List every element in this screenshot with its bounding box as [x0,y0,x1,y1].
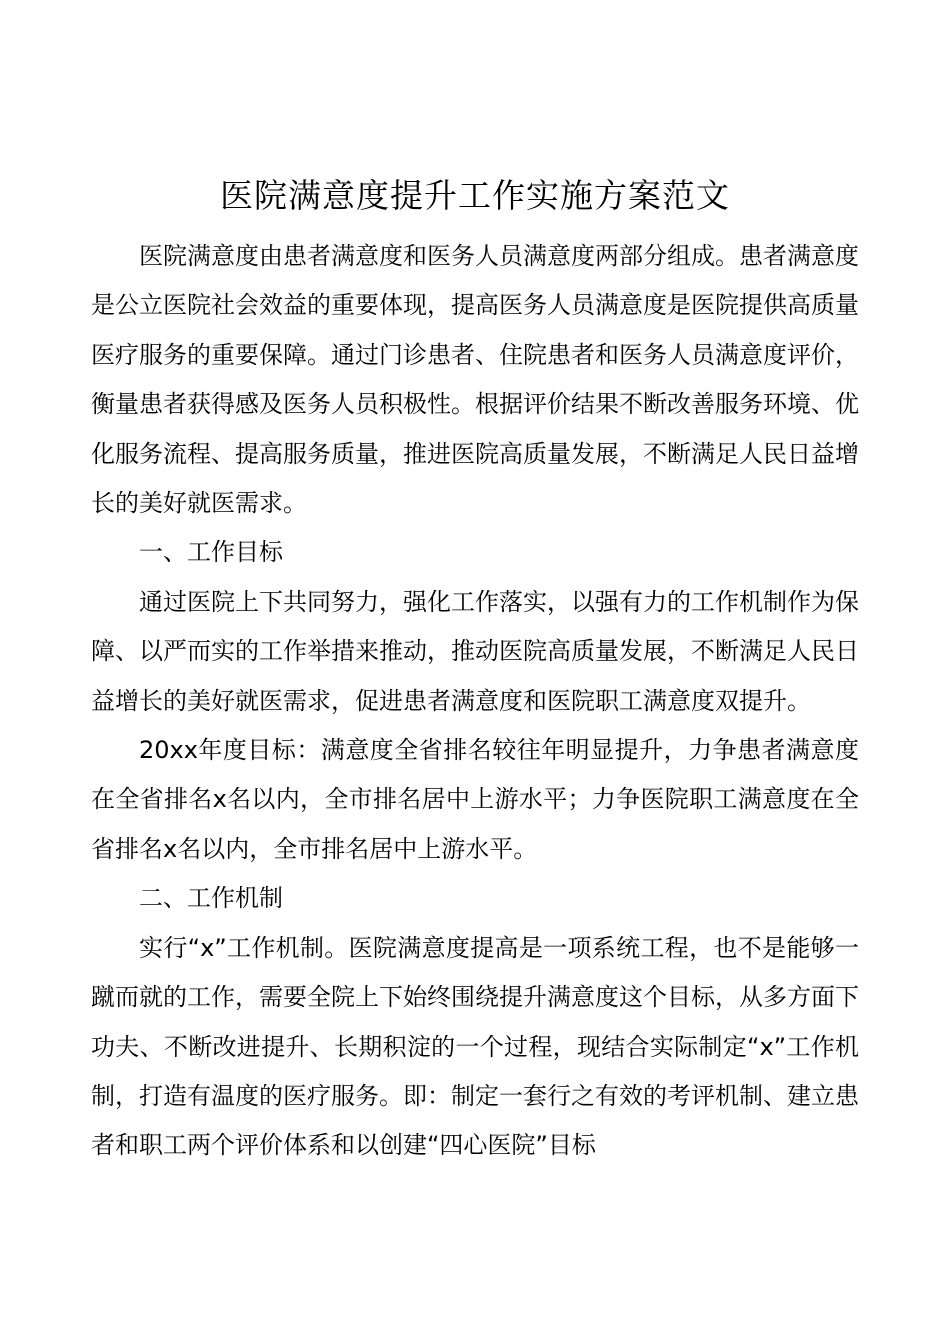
paragraph-mechanism: 实行“x”工作机制。医院满意度提高是一项系统工程，也不是能够一蹴而就的工作，需要全院上下始终围绕提升满意度这个目标，从多方面下功夫、不断改进提升、长期积淀的一个过程，现结合实际制定“x”工作机制，打造有温度的医疗服务。即：制定一套行之有效的考评机制、建立患者和职工两个评价体系和以创建“四心医院”目标 [91,933,859,1160]
paragraph-goals: 通过医院上下共同努力，强化工作落实，以强有力的工作机制作为保障、以严而实的工作举措来推动，推动医院高质量发展，不断满足人民日益增长的美好就医需求，促进患者满意度和医院职工满意度双提升。 [91,587,859,715]
document-title: 医院满意度提升工作实施方案范文 [220,176,730,215]
document-body [91,232,859,1171]
section-heading-mechanism: 二、工作机制 [139,884,283,913]
paragraph-annual-target: 20xx年度目标：满意度全省排名较往年明显提升，力争患者满意度在全省排名x名以内，全市排名居中上游水平；力争医院职工满意度在全省排名x名以内，全市排名居中上游水平。 [91,736,859,863]
paragraph-intro: 医院满意度由患者满意度和医务人员满意度两部分组成。患者满意度是公立医院社会效益的重要体现，提高医务人员满意度是医院提供高质量医疗服务的重要保障。通过门诊患者、住院患者和医务人员满意度评价，衡量患者获得感及医务人员积极性。根据评价结果不断改善服务环境、优化服务流程、提高服务质量，推进医院高质量发展，不断满足人民日益增长的美好就医需求。 [91,242,859,518]
section-heading-goals: 一、工作目标 [139,538,283,567]
